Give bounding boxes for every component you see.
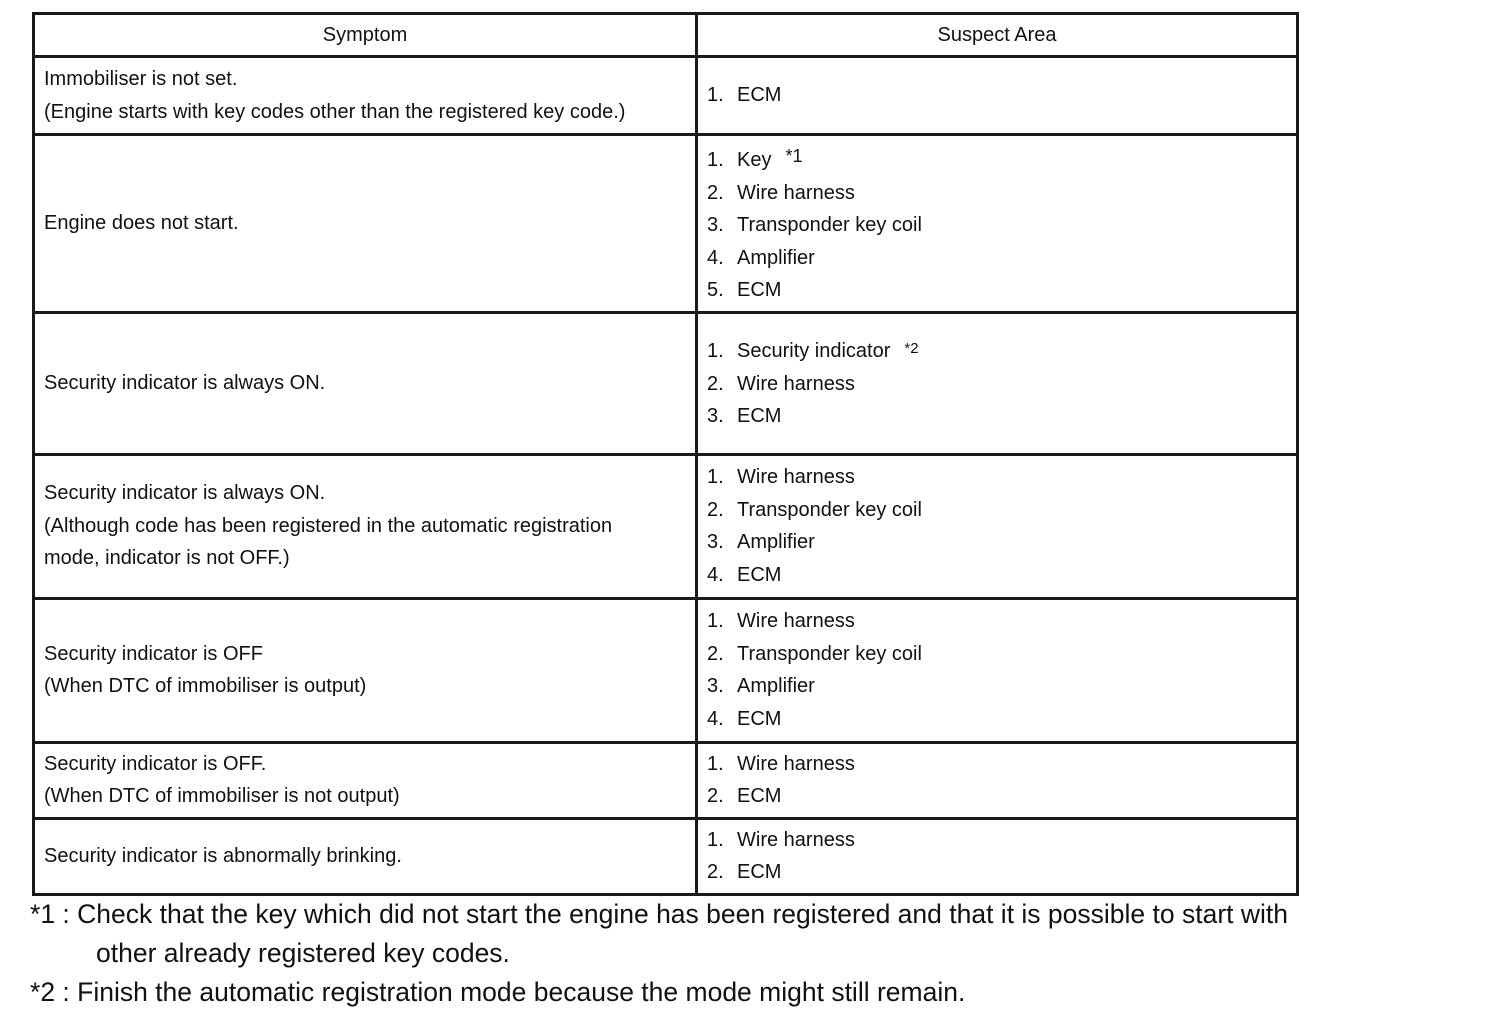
suspect-item	[707, 79, 1288, 112]
table-row	[34, 454, 1298, 598]
suspect-list	[707, 140, 1288, 307]
item-text: ECM	[737, 707, 782, 730]
table-row	[34, 818, 1298, 894]
suspect-item	[707, 461, 1288, 494]
item-number: 3.	[707, 531, 724, 553]
suspect-cell	[697, 57, 1298, 135]
footnote-2	[30, 973, 1490, 1012]
suspect-list	[707, 748, 1288, 813]
suspect-item	[707, 333, 1288, 368]
footnote-1-line1: *1 : Check that the key which did not start the engine has been registered and that it is possible to start with	[30, 899, 1288, 929]
item-text: ECM	[737, 861, 782, 883]
suspect-cell	[697, 742, 1298, 818]
suspect-list	[707, 605, 1288, 735]
item-text: Wire harness	[737, 181, 855, 204]
item-text: Transponder key coil	[737, 642, 922, 665]
table-row	[34, 312, 1298, 454]
header-row	[34, 14, 1298, 57]
symptom-line: (Engine starts with key codes other than the registered key code.)	[44, 100, 626, 123]
suspect-item	[707, 177, 1288, 210]
suspect-item	[707, 780, 1288, 813]
symptom-line: (Although code has been registered in the automatic registration	[44, 514, 613, 537]
table-row	[34, 742, 1298, 818]
item-text: Key	[737, 149, 772, 171]
item-text: ECM	[737, 785, 782, 807]
item-text: Transponder key coil	[737, 214, 922, 236]
item-number: 2.	[707, 861, 724, 883]
footnotes	[30, 895, 1490, 1012]
suspect-list	[707, 461, 1288, 591]
header-suspect-area: Suspect Area	[697, 14, 1298, 57]
item-text: Transponder key coil	[737, 498, 922, 521]
symptom-line: Security indicator is OFF	[44, 642, 263, 665]
item-number: 4.	[707, 246, 724, 269]
suspect-item	[707, 209, 1288, 242]
header-symptom: Symptom	[34, 14, 697, 57]
item-text: ECM	[737, 563, 782, 586]
suspect-item	[707, 242, 1288, 275]
item-number: 4.	[707, 707, 724, 730]
suspect-cell	[697, 135, 1298, 313]
suspect-item	[707, 748, 1288, 781]
item-number: 2.	[707, 181, 724, 204]
item-number: 3.	[707, 675, 724, 697]
suspect-cell	[697, 454, 1298, 598]
symptom-line: Security indicator is abnormally brinking.	[44, 844, 402, 867]
item-number: 2.	[707, 498, 724, 521]
item-number: 2.	[707, 785, 724, 807]
item-number: 1.	[707, 84, 724, 107]
trouble-table	[32, 12, 1299, 896]
suspect-list	[707, 333, 1288, 433]
suspect-item	[707, 526, 1288, 559]
item-number: 1.	[707, 149, 724, 171]
suspect-list	[707, 824, 1288, 889]
item-number: 1.	[707, 828, 724, 851]
item-text: ECM	[737, 84, 782, 107]
symptom-line: (When DTC of immobiliser is not output)	[44, 785, 400, 807]
item-number: 3.	[707, 214, 724, 236]
item-text: Wire harness	[737, 610, 855, 632]
footnote-1	[30, 895, 1490, 973]
symptom-line: Immobiliser is not set.	[44, 68, 238, 90]
symptom-cell	[34, 135, 697, 313]
suspect-item	[707, 274, 1288, 307]
symptom-cell	[34, 742, 697, 818]
suspect-item	[707, 140, 1288, 177]
item-text: Amplifier	[737, 246, 815, 269]
symptom-line: mode, indicator is not OFF.)	[44, 547, 290, 570]
suspect-item	[707, 400, 1288, 433]
suspect-cell	[697, 598, 1298, 742]
item-text: ECM	[737, 405, 782, 428]
item-number: 2.	[707, 642, 724, 665]
symptom-line: Security indicator is always ON.	[44, 371, 326, 394]
document-page	[32, 12, 1296, 896]
symptom-line: Security indicator is OFF.	[44, 752, 267, 775]
symptom-line: Security indicator is always ON.	[44, 482, 326, 505]
symptom-line: (When DTC of immobiliser is output)	[44, 675, 367, 697]
item-number: 1.	[707, 752, 724, 775]
footnote-mark: *2	[904, 340, 919, 358]
symptom-cell	[34, 454, 697, 598]
suspect-item	[707, 494, 1288, 527]
item-text: Wire harness	[737, 828, 855, 851]
suspect-cell	[697, 312, 1298, 454]
item-number: 4.	[707, 563, 724, 586]
suspect-item	[707, 638, 1288, 671]
item-number: 2.	[707, 372, 724, 395]
table-row	[34, 57, 1298, 135]
footnote-2-line1: *2 : Finish the automatic registration mode because the mode might still remain.	[30, 977, 966, 1007]
item-text: Wire harness	[737, 752, 855, 775]
item-text: ECM	[737, 279, 782, 301]
item-text: Amplifier	[737, 675, 815, 697]
suspect-item	[707, 605, 1288, 638]
suspect-cell	[697, 818, 1298, 894]
item-number: 1.	[707, 340, 724, 363]
table-row	[34, 135, 1298, 313]
item-number: 3.	[707, 405, 724, 428]
item-text: Wire harness	[737, 372, 855, 395]
suspect-item	[707, 703, 1288, 736]
item-number: 1.	[707, 610, 724, 632]
item-number: 1.	[707, 466, 724, 488]
symptom-cell	[34, 598, 697, 742]
suspect-list	[707, 79, 1288, 112]
footnote-mark: *1	[785, 146, 803, 166]
item-text: Wire harness	[737, 466, 855, 488]
suspect-item	[707, 368, 1288, 401]
suspect-item	[707, 670, 1288, 703]
symptom-cell	[34, 818, 697, 894]
item-text: Security indicator	[737, 340, 891, 363]
table-row	[34, 598, 1298, 742]
item-text: Amplifier	[737, 531, 815, 553]
symptom-cell	[34, 312, 697, 454]
suspect-item	[707, 559, 1288, 592]
symptom-line: Engine does not start.	[44, 212, 239, 234]
symptom-cell	[34, 57, 697, 135]
suspect-item	[707, 856, 1288, 889]
suspect-item	[707, 824, 1288, 857]
item-number: 5.	[707, 279, 724, 301]
footnote-1-line2: other already registered key codes.	[96, 938, 510, 968]
